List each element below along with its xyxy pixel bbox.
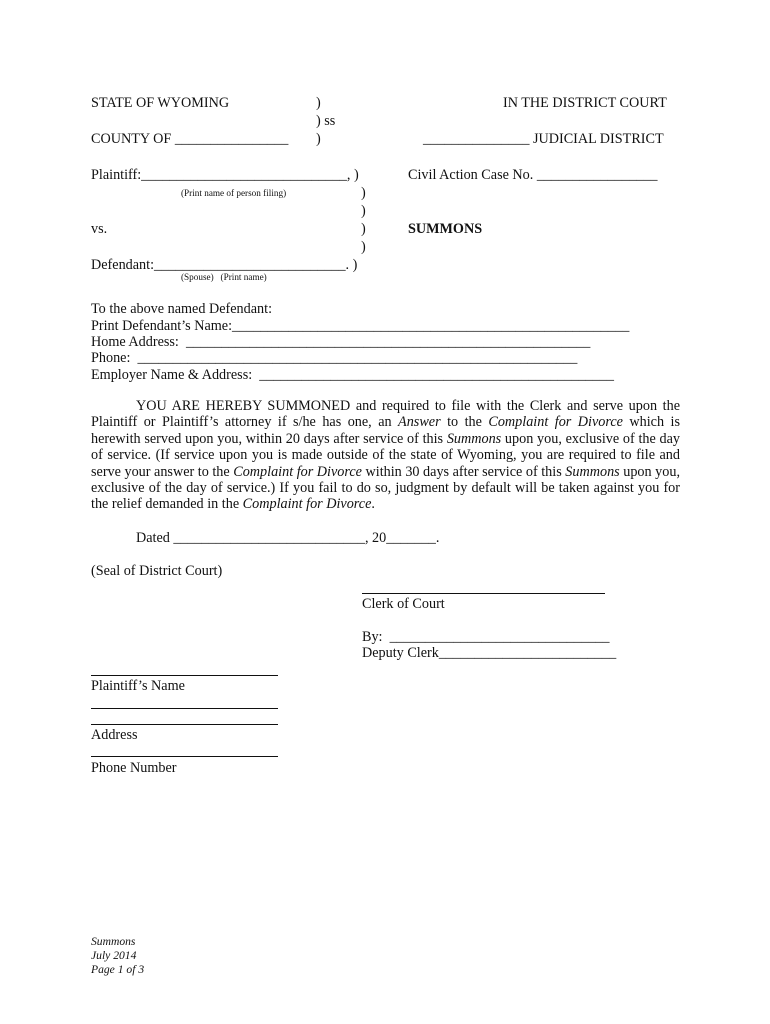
case-number-field: Civil Action Case No. _________________ (408, 167, 658, 183)
caption-paren: ) (361, 221, 366, 237)
paragraph-text: which is herewith served upon you, within 20 days after service of this (91, 414, 680, 447)
document-title: SUMMONS (408, 221, 483, 237)
clerk-label: Clerk of Court (362, 596, 445, 612)
phone-line (91, 756, 278, 757)
seal-label: (Seal of District Court) (91, 563, 223, 579)
phone-field: Phone: ______________________________________________________________ (91, 350, 578, 366)
address-label: Address (91, 727, 138, 743)
footer-form-name: Summons (91, 935, 136, 948)
paragraph-text: upon you, exclusive of the day of service.) If you fail to do so, judgment by default will be taken against you for the relief demanded in the (91, 463, 680, 513)
caption-ss: ) ss (316, 113, 336, 129)
plaintiff-field: Plaintiff:_____________________________, ) (91, 167, 359, 183)
state-label: STATE OF WYOMING (91, 95, 230, 111)
summons-paragraph (91, 398, 680, 513)
caption-paren: ) (316, 95, 321, 111)
addressee-heading: To the above named Defendant: (91, 301, 273, 317)
summons-term: Summons (446, 430, 502, 447)
address-line (91, 708, 278, 709)
paragraph-text: upon you, exclusive of the day of service. (If service upon you is made outside of the state of Wyoming, you are required to file and serve your answer to the (91, 430, 680, 480)
complaint-term: Complaint for Divorce (242, 496, 372, 513)
paragraph-text: . (371, 496, 375, 513)
plaintiff-name-label: Plaintiff’s Name (91, 678, 185, 694)
versus-label: vs. (91, 221, 108, 237)
court-label: IN THE DISTRICT COURT (503, 95, 667, 111)
plaintiff-note: (Print name of person filing) (181, 188, 287, 198)
paragraph-text: within 30 days after service of this (361, 463, 566, 480)
address-line (91, 724, 278, 725)
complaint-term: Complaint for Divorce (488, 414, 623, 431)
phone-number-label: Phone Number (91, 760, 177, 776)
plaintiff-name-line (91, 675, 278, 676)
defendant-note: (Spouse) (Print name) (181, 272, 267, 282)
clerk-by-field: By: _______________________________ (362, 629, 610, 645)
complaint-term: Complaint for Divorce (233, 463, 362, 480)
county-field: COUNTY OF ________________ (91, 131, 289, 147)
answer-term: Answer (398, 414, 441, 431)
summons-term: Summons (565, 463, 620, 480)
caption-paren: ) (316, 131, 321, 147)
home-address-field: Home Address: _________________________________________________________ (91, 334, 591, 350)
deputy-clerk-field: Deputy Clerk_________________________ (362, 645, 617, 661)
caption-paren: ) (361, 203, 366, 219)
dated-field: Dated ___________________________, 20_______. (136, 530, 440, 546)
employer-field: Employer Name & Address: __________________________________________________ (91, 367, 614, 383)
paragraph-text: YOU ARE HEREBY SUMMONED and required to file with the Clerk and serve upon the Plaintiff or Plaintiff’s attorney if s/he has one, an (91, 398, 680, 431)
defendant-field: Defendant:___________________________. ) (91, 257, 358, 273)
caption-paren: ) (361, 239, 366, 255)
footer-date: July 2014 (91, 949, 137, 962)
judicial-district-field: _______________ JUDICIAL DISTRICT (423, 131, 664, 147)
caption-paren: ) (361, 185, 366, 201)
clerk-signature-line (362, 593, 605, 594)
defendant-name-field: Print Defendant’s Name:________________________________________________________ (91, 318, 630, 334)
paragraph-text: to the (440, 414, 489, 431)
footer-page-number: Page 1 of 3 (91, 963, 145, 976)
